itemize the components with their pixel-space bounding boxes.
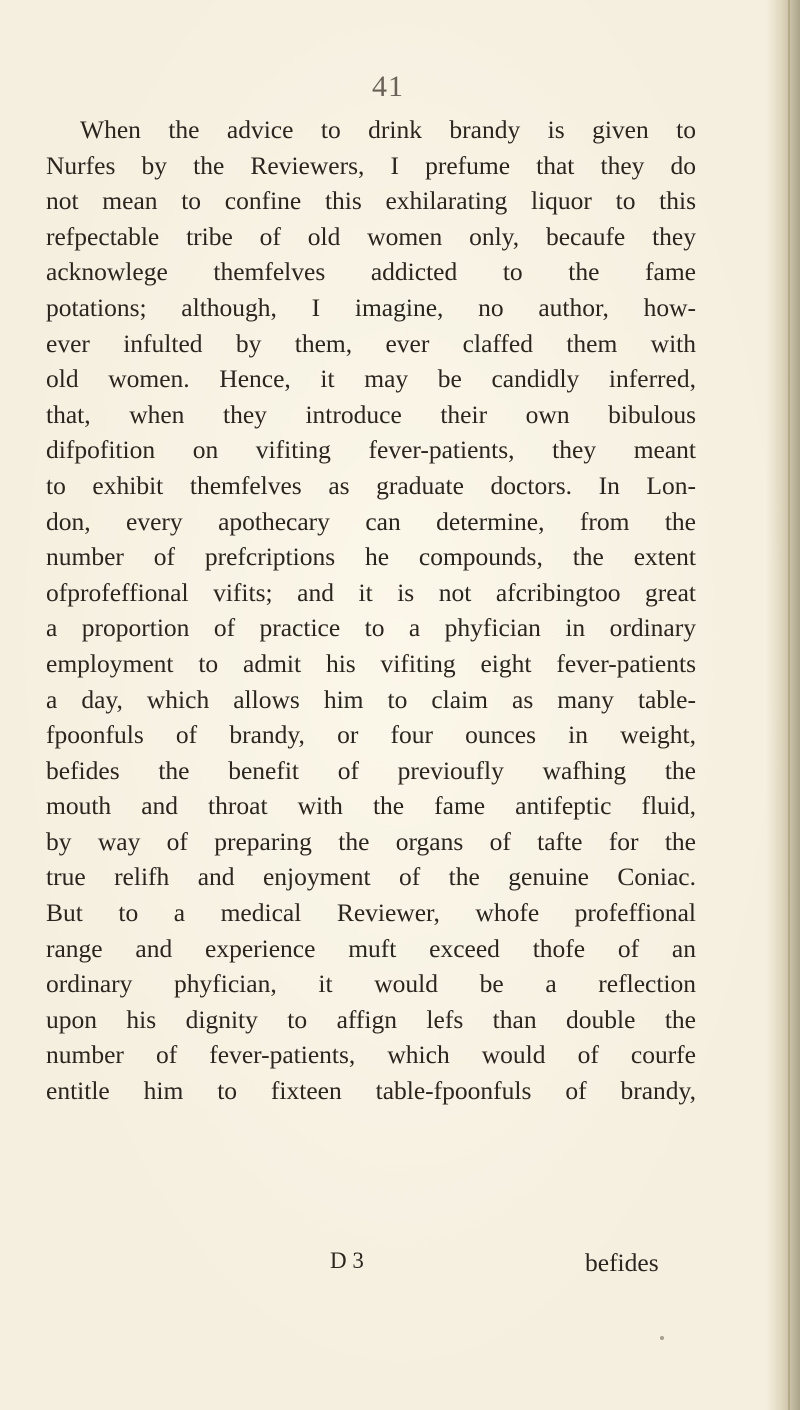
text-line: ofprofeffional vifits; and it is not afcribingtoo great [46, 577, 696, 607]
text-line: ever infulted by them, ever claffed them with [46, 328, 696, 358]
text-line: But to a medical Reviewer, whofe profeffional [46, 898, 696, 928]
signature-mark: D 3 [330, 1248, 364, 1273]
text-line: ordinary phyfician, it would be a reflection [46, 969, 696, 999]
text-line: that, when they introduce their own bibulous [46, 399, 696, 429]
body-text [46, 112, 696, 1109]
text-line: a proportion of practice to a phyfician in ordinary [46, 613, 696, 643]
text-line: potations; although, I imagine, no author, how- [46, 292, 696, 322]
text-line: entitle him to fixteen table-fpoonfuls of brandy, [46, 1076, 696, 1106]
text-line: refpectable tribe of old women only, becaufe they [46, 221, 696, 251]
text-line: employment to admit his vifiting eight fever-patients [46, 648, 696, 678]
text-line: to exhibit themfelves as graduate doctors. In Lon- [46, 470, 696, 500]
text-line: true relifh and enjoyment of the genuine Coniac. [46, 862, 696, 892]
text-line: number of fever-patients, which would of courfe [46, 1040, 696, 1070]
text-line: range and experience muft exceed thofe of an [46, 933, 696, 963]
text-line: mouth and throat with the fame antifeptic fluid, [46, 791, 696, 821]
text-line: acknowlege themfelves addicted to the fame [46, 257, 696, 287]
page-edge-line [788, 0, 790, 1410]
text-line: old women. Hence, it may be candidly inferred, [46, 364, 696, 394]
page-number: 41 [372, 70, 404, 103]
catchword: befides [585, 1248, 659, 1277]
text-line: befides the benefit of previoufly wafhing the [46, 755, 696, 785]
text-line: by way of preparing the organs of tafte for the [46, 826, 696, 856]
text-line: When the advice to drink brandy is given to [80, 115, 696, 144]
text-line: fpoonfuls of brandy, or four ounces in weight, [46, 720, 696, 750]
text-line: difpofition on vifiting fever-patients, they meant [46, 435, 696, 465]
page-footer [0, 1248, 800, 1284]
text-line: don, every apothecary can determine, from the [46, 506, 696, 536]
ink-speck [660, 1336, 664, 1340]
text-line: Nurfes by the Reviewers, I prefume that they do [46, 150, 696, 180]
page-edge-shadow [766, 0, 800, 1410]
text-line: a day, which allows him to claim as many table- [46, 684, 696, 714]
text-line: upon his dignity to affign lefs than double the [46, 1004, 696, 1034]
text-line: not mean to confine this exhilarating liquor to this [46, 186, 696, 216]
text-line: number of prefcriptions he compounds, the extent [46, 542, 696, 572]
